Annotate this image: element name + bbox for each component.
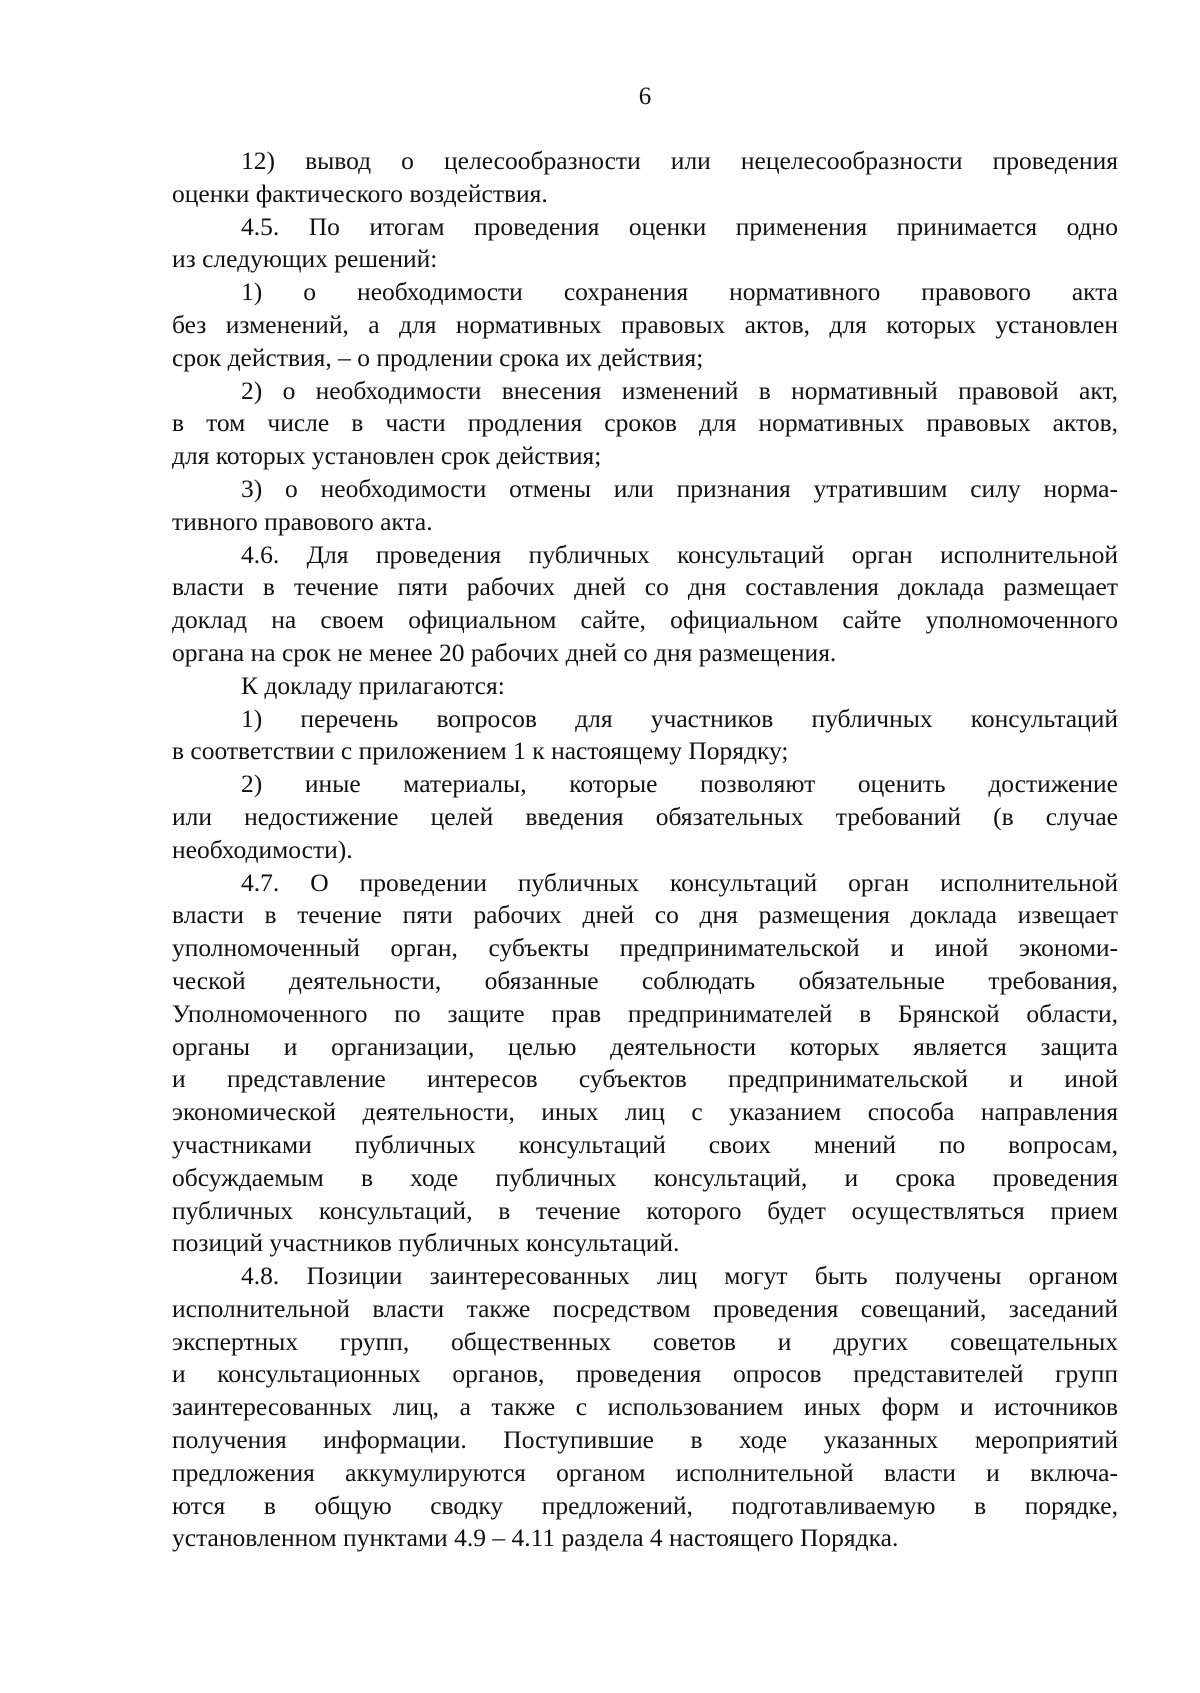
text-line: позиций участников публичных консультаций. xyxy=(172,1228,680,1258)
paragraph-p4-8 xyxy=(172,1260,1118,1555)
text-line: без изменений, а для нормативных правовых актов, для которых установлен xyxy=(172,309,1118,339)
text-line: 12) вывод о целесообразности или нецелесообразности проведения xyxy=(241,146,1118,175)
text-line: предложения аккумулируются органом исполнительной власти и включа- xyxy=(172,1457,1118,1487)
text-line: и представление интересов субъектов предпринимательской и иной xyxy=(172,1064,1118,1094)
paragraph-p12 xyxy=(172,145,1118,211)
text-line: из следующих решений: xyxy=(172,244,438,274)
text-line: К докладу прилагаются: xyxy=(241,670,505,700)
text-line: органы и организации, целью деятельности которых является защита xyxy=(172,1031,1118,1061)
paragraph-p4-6-1 xyxy=(172,703,1118,769)
text-line: срок действия, – о продлении срока их действия; xyxy=(172,342,704,372)
text-line: необходимости). xyxy=(172,834,353,864)
text-line: 4.8. Позиции заинтересованных лиц могут быть получены органом xyxy=(241,1261,1118,1291)
text-line: в том числе в части продления сроков для нормативных правовых актов, xyxy=(172,408,1118,438)
text-line: получения информации. Поступившие в ходе указанных мероприятий xyxy=(172,1425,1118,1455)
paragraph-p4-5-3 xyxy=(172,473,1118,539)
text-line: доклад на своем официальном сайте, официальном сайте уполномоченного xyxy=(172,605,1118,635)
text-line: 1) перечень вопросов для участников публичных консультаций xyxy=(241,703,1118,733)
text-line: оценки фактического воздействия. xyxy=(172,178,548,208)
text-line: 2) о необходимости внесения изменений в нормативный правовой акт, xyxy=(241,375,1118,405)
text-line: 4.6. Для проведения публичных консультаций орган исполнительной xyxy=(241,539,1118,569)
paragraph-p4-6-intro xyxy=(172,670,1118,703)
document-body xyxy=(172,145,1118,1555)
text-line: 4.5. По итогам проведения оценки применения принимается одно xyxy=(241,211,1118,241)
text-line: 4.7. О проведении публичных консультаций орган исполнительной xyxy=(241,867,1118,897)
text-line: исполнительной власти также посредством проведения совещаний, заседаний xyxy=(172,1293,1118,1323)
text-line: ются в общую сводку предложений, подготавливаемую в порядке, xyxy=(172,1490,1118,1520)
paragraph-p4-5-2 xyxy=(172,375,1118,473)
page-number: 6 xyxy=(638,83,652,110)
text-line: экономической деятельности, иных лиц с указанием способа направления xyxy=(172,1097,1118,1127)
text-line: участниками публичных консультаций своих мнений по вопросам, xyxy=(172,1129,1118,1159)
text-line: 2) иные материалы, которые позволяют оценить достижение xyxy=(241,769,1118,799)
paragraph-p4-6-2 xyxy=(172,768,1118,866)
paragraph-p4-5-1 xyxy=(172,276,1118,374)
text-line: заинтересованных лиц, а также с использованием иных форм и источников xyxy=(172,1392,1118,1422)
text-line: для которых установлен срок действия; xyxy=(172,441,602,471)
text-line: или недостижение целей введения обязательных требований (в случае xyxy=(172,801,1118,831)
text-line: установленном пунктами 4.9 – 4.11 раздела 4 настоящего Порядка. xyxy=(172,1523,899,1553)
paragraph-p4-7 xyxy=(172,867,1118,1261)
text-line: власти в течение пяти рабочих дней со дня составления доклада размещает xyxy=(172,572,1118,602)
text-line: 3) о необходимости отмены или признания утратившим силу норма- xyxy=(241,473,1118,503)
paragraph-p4-5 xyxy=(172,211,1118,277)
text-line: Уполномоченного по защите прав предпринимателей в Брянской области, xyxy=(172,998,1118,1028)
text-line: 1) о необходимости сохранения нормативного правового акта xyxy=(241,277,1118,307)
text-line: органа на срок не менее 20 рабочих дней со дня размещения. xyxy=(172,637,837,667)
text-line: экспертных групп, общественных советов и других совещательных xyxy=(172,1326,1118,1356)
text-line: в соответствии с приложением 1 к настоящему Порядку; xyxy=(172,736,789,766)
text-line: тивного правового акта. xyxy=(172,506,433,536)
text-line: уполномоченный орган, субъекты предпринимательской и иной экономи- xyxy=(172,933,1118,963)
paragraph-p4-6 xyxy=(172,539,1118,670)
text-line: ческой деятельности, обязанные соблюдать обязательные требования, xyxy=(172,965,1118,995)
text-line: власти в течение пяти рабочих дней со дня размещения доклада извещает xyxy=(172,900,1118,930)
text-line: публичных консультаций, в течение которого будет осуществляться прием xyxy=(172,1195,1118,1225)
text-line: и консультационных органов, проведения опросов представителей групп xyxy=(172,1359,1118,1389)
text-line: обсуждаемым в ходе публичных консультаций, и срока проведения xyxy=(172,1162,1118,1192)
